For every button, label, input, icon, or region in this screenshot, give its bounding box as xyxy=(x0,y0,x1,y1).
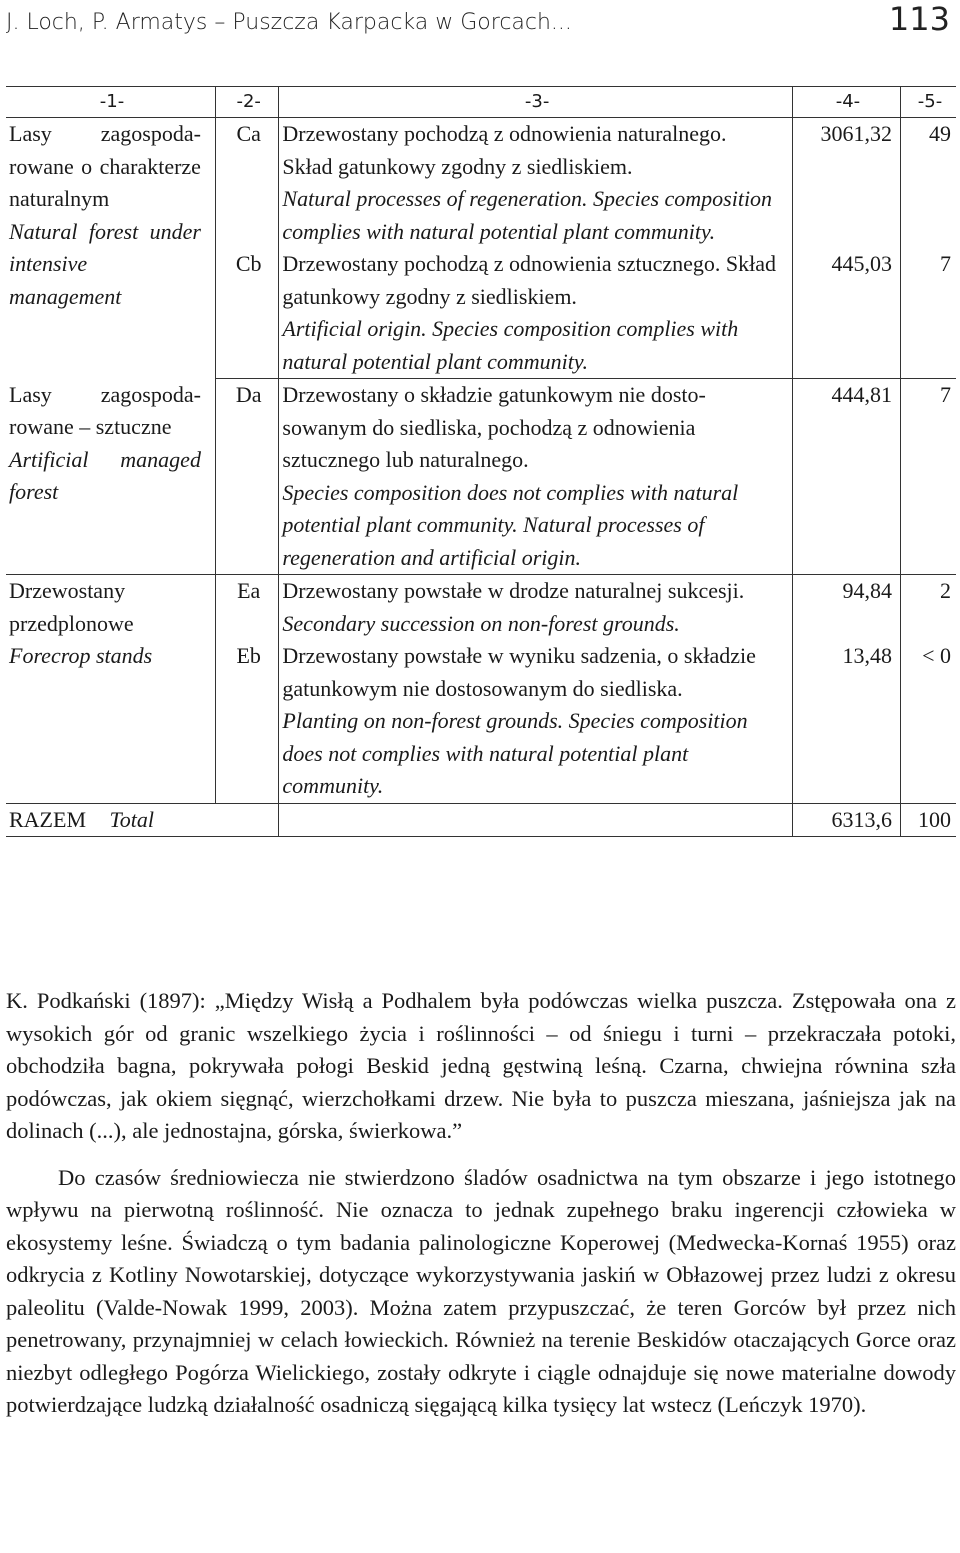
row-description xyxy=(279,248,792,379)
table-row xyxy=(6,575,956,641)
description-en: Secondary succession on non-forest grounds. xyxy=(282,610,680,636)
col-header-1: -1- xyxy=(6,87,215,118)
col-header-5: -5- xyxy=(901,87,956,118)
total-area: 6313,6 xyxy=(792,803,900,837)
group-label-pl: Lasy zagospodarowane o charakterze naturalnym xyxy=(9,121,201,211)
row-area: 444,81 xyxy=(792,379,900,575)
row-area: 13,48 xyxy=(792,640,900,803)
total-row xyxy=(6,803,956,837)
page-number: 113 xyxy=(888,0,950,38)
total-percent: 100 xyxy=(901,803,956,837)
row-percent: 7 xyxy=(901,248,956,379)
row-code: Cb xyxy=(215,248,278,379)
page-header xyxy=(6,0,954,48)
running-title: J. Loch, P. Armatys – Puszcza Karpacka w Gorcach... xyxy=(6,10,572,35)
row-area: 3061,32 xyxy=(792,118,900,249)
description-pl: Drzewostany pochodzą z odnowienia sztucznego. Skład gatunkowy zgodny z siedliskiem. xyxy=(282,251,777,309)
group-label-artificial xyxy=(6,379,215,575)
description-pl: Drzewostany powstałe w wyniku sadzenia, o składzie gatunkowym nie dostosowanym do siedliska. xyxy=(282,643,756,701)
group-label-pl: Lasy zagospodarowane – sztuczne xyxy=(9,381,201,439)
description-en: Natural processes of regeneration. Species composition complies with natural potential plant community. xyxy=(282,186,773,244)
total-label-pl: RAZEM xyxy=(9,806,86,832)
row-percent: 7 xyxy=(901,379,956,575)
total-empty-cell xyxy=(279,803,792,837)
total-label xyxy=(6,803,279,837)
row-description xyxy=(279,118,792,249)
col-header-2: -2- xyxy=(215,87,278,118)
body-paragraph-1: K. Podkański (1897): „Między Wisłą a Podhalem była podówczas wielka puszcza. Zstępowała ona z wysokich gór od granic wszelkiego życia i roślinności – od śniegu i turni – przekraczała potoki, obchodziła bagna, pokrywała połogi Beskid jedną gęstwiną leśną. Czarna, chwiejna równina szła podówczas, jak okiem sięgnąć, wierzchołkami drzew. Nie była to puszcza mieszana, jaśniejsza jak na dolinach (...), ale jednostajna, górska, świerkowa.” xyxy=(6,988,956,1143)
row-description xyxy=(279,640,792,803)
row-code: Eb xyxy=(215,640,278,803)
group-label-pl: Drzewostany przedplonowe xyxy=(9,578,134,636)
row-area: 445,03 xyxy=(792,248,900,379)
row-code: Da xyxy=(215,379,278,575)
group-label-en: Forecrop stands xyxy=(9,643,153,668)
row-percent: 2 xyxy=(940,578,951,603)
table-header-row xyxy=(6,87,956,118)
body-paragraph-2: Do czasów średniowiecza nie stwierdzono śladów osadnictwa na tym obszarze i jego istotnego wpływu na pierwotną roślinność. Nie oznacza to jednak zupełnego braku ingerencji człowieka w ekosystemy leśne. Świadczą o tym badania palinologiczne Koperowej (Medwecka-Kornaś 1955) oraz odkrycia z Kotliny Nowotarskiej, dotyczące wykorzystywania jaskiń w Obłazowej przez ludzi z okresu paleolitu (Valde-Nowak 1999, 2003). Można zatem przypuszczać, że teren Gorców był przez nich penetrowany, przynajmniej w celach łowieckich. Również na terenie Beskidów otaczających Gorce oraz niezbyt odległego Pogórza Wielickiego, zostały odkryte i ciągle odnajduje się nowe materialne dowody potwierdzające ludzką działalność osadniczą sięgającą kilka tysięcy lat wstecz (Leńczyk 1970). xyxy=(6,1164,956,1417)
description-pl: Drzewostany o składzie gatunkowym nie dostosowanym do siedliska, pochodzą z odnowienia sztucznego lub naturalnego. xyxy=(282,382,706,472)
row-percent: < 0 xyxy=(922,643,951,668)
total-label-en: Total xyxy=(109,806,154,832)
table-row xyxy=(6,118,956,249)
group-label-forecrop xyxy=(6,575,215,804)
forest-types-table xyxy=(6,86,956,837)
row-description xyxy=(279,575,792,641)
group-label-en: Natural forest under intensive management xyxy=(9,218,201,309)
col-header-4: -4- xyxy=(792,87,900,118)
description-en: Artificial origin. Species composition complies with natural potential plant community. xyxy=(282,316,739,374)
body-text xyxy=(6,985,956,1422)
group-label-natural xyxy=(6,118,215,379)
row-description xyxy=(279,379,792,575)
description-en: Planting on non-forest grounds. Species composition does not complies with natural potential plant community. xyxy=(282,708,748,798)
group-label-en: Artificial managed forest xyxy=(9,446,201,504)
col-header-3: -3- xyxy=(279,87,792,118)
table-row xyxy=(6,379,956,575)
description-pl: Drzewostany pochodzą z odnowienia naturalnego. Skład gatunkowy zgodny z siedliskiem. xyxy=(282,121,727,179)
description-pl: Drzewostany powstałe w drodze naturalnej sukcesji. xyxy=(282,578,745,603)
row-code: Ea xyxy=(215,575,278,641)
description-en: Species composition does not complies with natural potential plant community. Natural processes of regeneration and artificial origin. xyxy=(282,479,739,570)
row-area: 94,84 xyxy=(792,575,900,641)
row-code: Ca xyxy=(215,118,278,249)
row-percent: 49 xyxy=(929,121,951,146)
